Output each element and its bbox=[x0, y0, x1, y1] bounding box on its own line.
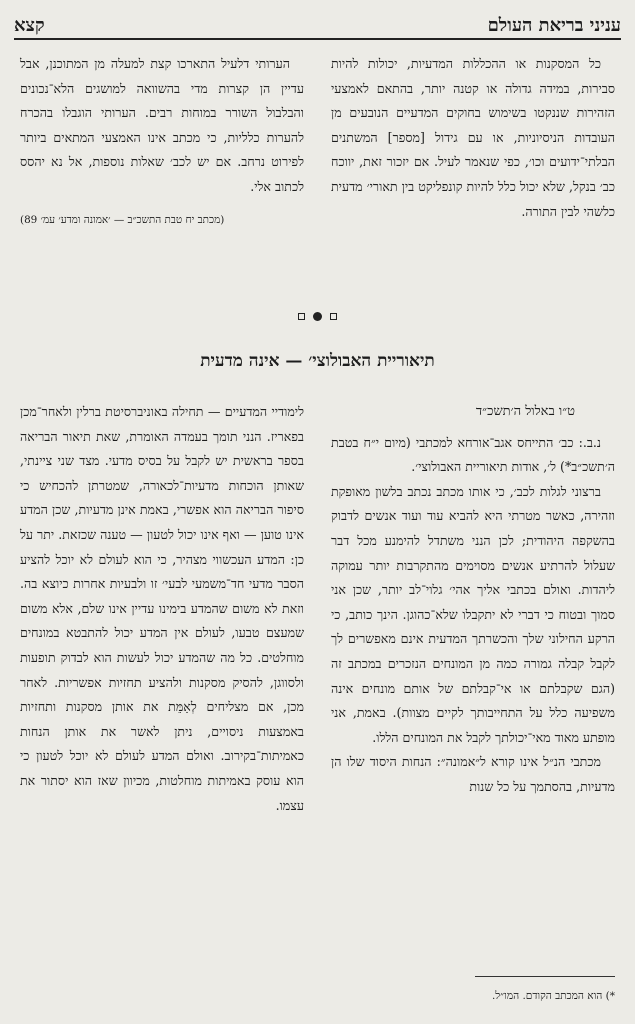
top-right-column bbox=[331, 52, 615, 224]
footnote-rule bbox=[475, 976, 615, 977]
letter-date: ט״ו באלול ה׳תשכ״ד bbox=[475, 404, 575, 419]
square-ornament-icon bbox=[298, 313, 305, 320]
section-title: תיאוריית האבולוצי׳ — אינה מדעית bbox=[200, 351, 435, 371]
square-ornament-icon bbox=[330, 313, 337, 320]
page-number: קצא bbox=[14, 15, 45, 36]
paragraph: לימודיי המדעיים — תחילה באוניברסיטת ברלין ולאחר־מכן בפאריז. הנני תומך בעמדה האומרת, שאת תיאור הבריאה בספר בראשית יש לקבל על בסיס מדעי. מצד שני ציינתי, שאותן הוכחות מדעיות־לכאורה, שמטרתן להכחיש כי סיפור הבריאה הוא אפשרי, באמת אינן מדעיות, שכן המדע אינו טוען — ואף אינו יכול לטעון — טענה שכזאת. יתר על כן: המדע העכשווי מצהיר, כי הוא לעולם לא יוכל להציע הסבר מדעי חד־משמעי לבעי׳ זו ולבעיות אחרות כיוצא בה. וזאת לא משום שהמדע בימינו עדיין אינו שלם, אלא משום שמעצם טבעו, לעולם אין המדע יכול להתבטא במונחים מוחלטים. כל מה שהמדע יכול לעשות הוא לבדוק תופעות ולסווגן, להסיק מסקנות ולהציע תחזיות אפשריות. לאחר מכן, אם מצליחים לְאַמֵּת את אותן מסקנות ותחזיות באמצעות ניסויים, ניתן לאשר את אותן הנחות כאמיתות־בקירוב. ואולם המדע לעולם לא יוכל לטעון כי הוא עוסק באמיתות מוחלטות, מכיוון שאז הוא יסתור את עצמו. bbox=[20, 404, 304, 813]
running-title: עניני בריאת העולם bbox=[487, 15, 621, 36]
top-left-column bbox=[20, 52, 304, 232]
header-rule bbox=[14, 38, 621, 40]
source-citation: (מכתב יח טבת התשכ״ב — ׳אמונה ומדע׳ עמ׳ 89) bbox=[20, 213, 225, 226]
bottom-left-column bbox=[20, 400, 304, 818]
footnote: *) הוא המכתב הקודם. המו״ל. bbox=[491, 990, 615, 1002]
paragraph: מכתבי הנ״ל אינו קורא ל״אמונה״: הנחות היסוד שלו הן מדעיות, בהסתמך על כל שנות bbox=[331, 754, 615, 794]
section-ornament bbox=[0, 312, 635, 321]
bottom-right-column bbox=[331, 400, 615, 800]
paragraph: כל המסקנות או ההכללות המדעיות, יכולות להיות סבירות, במידה גדולה או קטנה יותר, בהתאם לאמצעי הזהירות שננקטו בשימוש בחוקים המדעיים הנובעים מן העובדות הניסיוניות, או עם גידול [מספר] המשתנים הבלתי־ידועים וכו׳, כפי שנאמר לעיל. אם יזכור זאת, יווכח כב׳ בנקל, שלא יכול כלל להיות קונפליקט בין תאורי׳ מדעית כלשהי לבין התורה. bbox=[331, 56, 615, 219]
dot-ornament-icon bbox=[313, 312, 322, 321]
paragraph: ברצוני לגלות לכב׳, כי אותו מכתב נכתב בלשון מאופקת וזהירה, כאשר מטרתי היא להביא עוד ועוד אנשים לדבוק בהשקפה היהודית; לכן הנני משתדל להימנע מכל דבר שעלול להרתיע אנשים מסוימים מהתקרבות יותר עמוקה ליהדות. ואולם בכתבי אליך אהי׳ גלוי־לב יותר, שכן אני סמוך ובטוח כי דברי לא יתקבלו שלא־כהוגן. הינך כותב, כי הרקע החילוני שלך והכשרתך המדעית אינם מאפשרים לך לקבל קבלה גמורה כמה מן המונחים הנזכרים במכתב זה (הגם שקבלתם או אי־קבלתם של אותם מונחים אינה משפיעה כלל על התחייבותך לקיים מצוות). באמת, אני מופתע מאוד מאי־יכולתך לקבל את המונחים הללו. bbox=[331, 483, 615, 745]
running-header bbox=[14, 6, 621, 36]
paragraph: הערותי דלעיל התארכו קצת למעלה מן המתוכנן, אבל עדיין הן קצרות מדי בהשוואה למושגים הלא־נכונים והבלבול השורר במוחות רבים. הערותי הוגבלו בהכרח להערות כלליות, כי מכתב אינו האמצעי המתאים ביותר לפירוט נרחב. אם יש לכב׳ שאלות נוספות, אל נא יהסס לכתוב אלי. bbox=[20, 56, 304, 194]
paragraph: נ.ב.: כב׳ התייחס אגב־אורחא למכתבי (מיום י״ח בטבת ה׳תשכ״ב*) ל׳, אודות תיאוריית האבולוצי׳. bbox=[331, 434, 615, 475]
